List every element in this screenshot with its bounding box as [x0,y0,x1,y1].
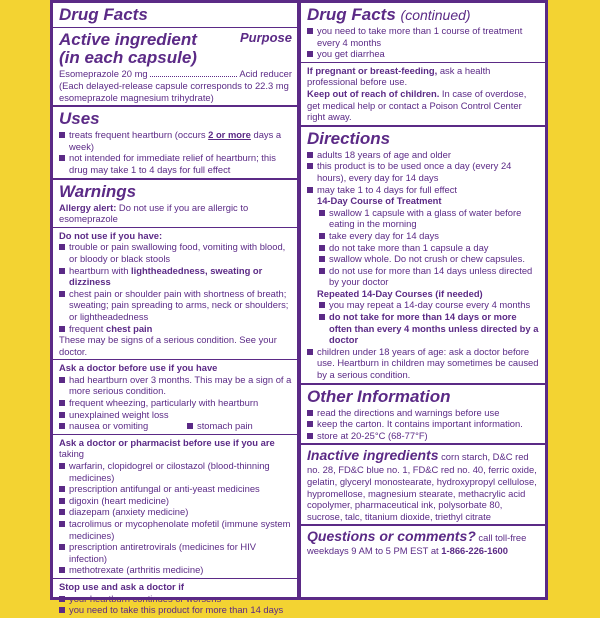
do-not-use-heading: Do not use if you have: [59,229,163,241]
course-item: take every day for 14 days [319,230,540,242]
drug-facts-panel-right [298,0,548,600]
do-not-use-item: heartburn with lightheadedness, sweating or dizziness [59,265,292,288]
questions-contact: Questions or comments? call toll-free weekdays 9 AM to 5 PM EST at 1-866-226-1600 [307,528,527,557]
other-information-heading: Other Information [307,386,451,406]
directions-heading: Directions [307,128,391,148]
allergy-alert: Allergy alert: Do not use if you are allergic to esomeprazole [59,201,249,225]
phone-number: 1-866-226-1600 [441,545,508,557]
ingredient-row [59,68,292,80]
stop-use-heading: Stop use and ask a doctor if [59,580,185,592]
drug-facts-continued-title: Drug Facts (continued) [307,5,471,24]
active-ingredient-heading: Active ingredient (in each capsule) [59,30,197,67]
repeat-item: you may repeat a 14-day course every 4 months [319,299,540,311]
do-not-use-note: These may be signs of a serious condition. See your doctor. [59,334,277,357]
other-information-item: keep the carton. It contains important information. [307,418,540,430]
ingredient-purpose: Acid reducer [239,68,292,79]
course-item: swallow 1 capsule with a glass of water before eating in the morning [319,207,540,230]
ingredient-note: (Each delayed-release capsule corresponds to 22.3 mg esomeprazole magnesium trihydrate) [59,80,289,103]
ask-doctor-item: had heartburn over 3 months. This may be a sign of a more serious condition. [59,374,292,397]
warnings-section [53,180,297,618]
stop-use-item: you need to take this product for more than 14 days [59,604,292,616]
inactive-ingredients-section [301,445,545,526]
purpose-heading: Purpose [239,30,292,45]
ask-pharmacist-item: warfarin, clopidogrel or cilostazol (blood-thinning medicines) [59,460,292,483]
course-heading: 14-Day Course of Treatment [317,195,442,207]
directions-item: this product is to be used once a day (every 24 hours), every day for 14 days [307,160,540,183]
uses-item: not intended for immediate relief of heartburn; this drug may take 1 to 4 days for full effect [59,152,292,175]
ask-doctor-item: frequent wheezing, particularly with heartburn [59,397,292,409]
ask-pharmacist-item: diazepam (anxiety medicine) [59,506,292,518]
uses-section [53,107,297,179]
stop-use-item: you need to take more than 1 course of treatment every 4 months [307,25,540,48]
ask-doctor-item: nausea or vomiting [59,420,187,432]
ask-pharmacist-item: prescription antifungal or anti-yeast medicines [59,483,292,495]
ask-doctor-item: stomach pain [187,420,253,432]
ask-doctor-item: unexplained weight loss [59,409,292,421]
drug-facts-header [53,3,297,28]
children-warning: Keep out of reach of children. In case of overdose, get medical help or contact a Poison Control Center right away. [307,87,527,123]
continued-section [301,3,545,127]
repeat-item: do not take for more than 14 days or more often than every 4 months unless directed by a doctor [319,311,540,346]
ask-doctor-heading: Ask a doctor before use if you have [59,362,218,374]
drug-facts-title: Drug Facts [59,5,148,24]
ask-pharmacist-item: tacrolimus or mycophenolate mofetil (immune system medicines) [59,518,292,541]
directions-section [301,127,545,385]
repeat-heading: Repeated 14-Day Courses (if needed) [317,287,483,299]
stop-use-item: your heartburn continues or worsens [59,593,292,605]
ask-pharmacist-item: methotrexate (arthritis medicine) [59,564,292,576]
warnings-heading: Warnings [59,181,137,201]
ask-pharmacist-item: digoxin (heart medicine) [59,495,292,507]
do-not-use-item: frequent chest pain [59,323,292,335]
active-ingredient-section [53,28,297,107]
ask-pharmacist-item: prescription antiretrovirals (medicines for HIV infection) [59,541,292,564]
course-item: do not take more than 1 capsule a day [319,242,540,254]
course-item: swallow whole. Do not crush or chew capsules. [319,253,540,265]
other-information-item: store at 20-25°C (68-77°F) [307,430,540,442]
questions-section [301,526,545,559]
course-item: do not use for more than 14 days unless directed by your doctor [319,265,540,288]
do-not-use-item: trouble or pain swallowing food, vomiting with blood, or bloody or black stools [59,241,292,264]
ask-pharmacist-heading: Ask a doctor or pharmacist before use if you are taking [59,436,275,460]
pregnancy-warning: If pregnant or breast-feeding, ask a health professional before use. [307,64,491,88]
stop-use-item: you get diarrhea [307,48,540,60]
uses-item: treats frequent heartburn (occurs 2 or more days a week) [59,129,292,152]
other-information-item: read the directions and warnings before use [307,407,540,419]
directions-item: adults 18 years of age and older [307,149,540,161]
directions-item: may take 1 to 4 days for full effect [307,184,540,196]
other-information-section [301,385,545,446]
uses-heading: Uses [59,109,100,129]
directions-item: children under 18 years of age: ask a doctor before use. Heartburn in children may sometimes be caused by a serious condition. [307,346,540,381]
drug-facts-panel-left [50,0,300,616]
ingredient-name: Esomeprazole 20 mg [59,68,148,79]
inactive-ingredients: Inactive ingredients corn starch, D&C red no. 28, FD&C blue no. 1, FD&C red no. 40, ferric oxide, gelatin, glyceryl monostearate, hydroxypropyl cellulose, hypromellose, magnesium stearate, methacrylic acid copolymer, pharmaceutical ink, polysorbate 80, sucrose, talc, titanium dioxide, triethyl citrate [307,447,537,522]
do-not-use-item: chest pain or shoulder pain with shortness of breath; sweating; pain spreading to arms, neck or shoulders; or lightheadedness [59,288,292,323]
